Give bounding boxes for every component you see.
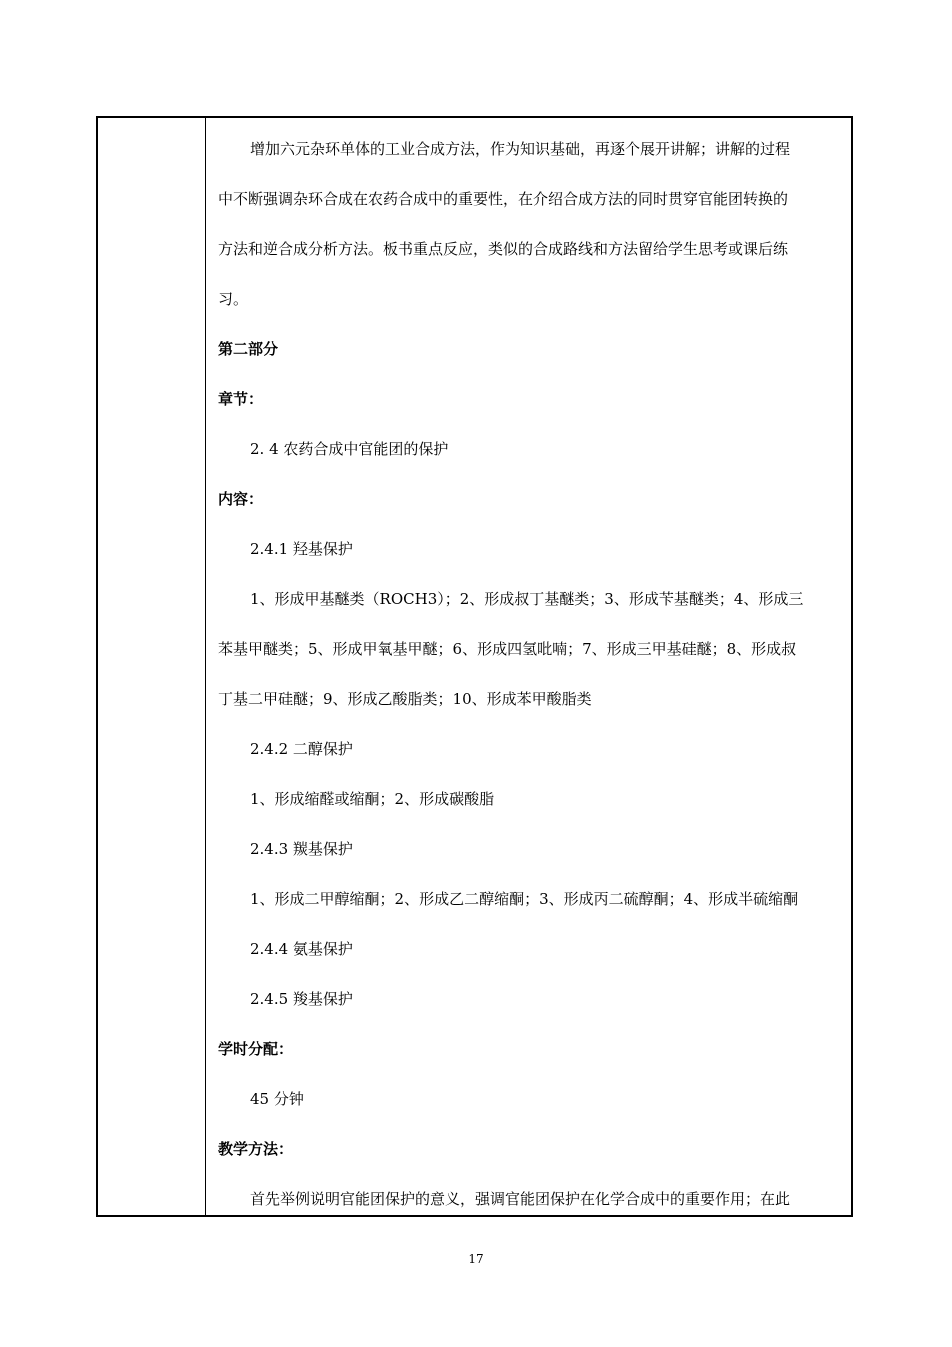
table-left-column [98, 118, 206, 1215]
chapter-title: 2. 4 农药合成中官能团的保护 [250, 440, 449, 458]
intro-line-3: 方法和逆合成分析方法。板书重点反应，类似的合成路线和方法留给学生思考或课后练 [218, 240, 789, 258]
time-allocation-value: 45 分钟 [250, 1090, 304, 1108]
section-2-4-1-line-1: 1、形成甲基醚类（ROCH3）；2、形成叔丁基醚类；3、形成苄基醚类；4、形成三 [250, 590, 804, 608]
intro-line-4: 习。 [218, 290, 249, 308]
time-allocation-label: 学时分配： [218, 1040, 294, 1058]
teaching-method-label: 教学方法： [218, 1140, 294, 1158]
section-2-4-1-title: 2.4.1 羟基保护 [250, 540, 353, 558]
section-2-4-3-text: 1、形成二甲醇缩酮；2、形成乙二醇缩酮；3、形成丙二硫醇酮；4、形成半硫缩酮 [250, 890, 799, 908]
intro-line-2: 中不断强调杂环合成在农药合成中的重要性，在介绍合成方法的同时贯穿官能团转换的 [218, 190, 789, 208]
content-table [96, 116, 853, 1217]
section-2-4-2-title: 2.4.2 二醇保护 [250, 740, 353, 758]
section-2-4-1-line-2: 苯基甲醚类；5、形成甲氧基甲醚；6、形成四氢吡喃；7、形成三甲基硅醚；8、形成叔 [218, 640, 797, 658]
teaching-method-text: 首先举例说明官能团保护的意义，强调官能团保护在化学合成中的重要作用；在此 [250, 1190, 791, 1208]
content-label: 内容： [218, 490, 264, 508]
chapter-label: 章节： [218, 390, 264, 408]
section-2-4-4-title: 2.4.4 氨基保护 [250, 940, 353, 958]
part-heading: 第二部分 [218, 340, 279, 358]
section-2-4-2-text: 1、形成缩醛或缩酮；2、形成碳酸脂 [250, 790, 495, 808]
section-2-4-3-title: 2.4.3 羰基保护 [250, 840, 353, 858]
table-content-cell [218, 124, 852, 1224]
page-number: 17 [468, 1252, 484, 1266]
section-2-4-5-title: 2.4.5 羧基保护 [250, 990, 353, 1008]
intro-line-1: 增加六元杂环单体的工业合成方法，作为知识基础，再逐个展开讲解；讲解的过程 [250, 140, 791, 158]
section-2-4-1-line-3: 丁基二甲硅醚；9、形成乙酸脂类；10、形成苯甲酸脂类 [218, 690, 592, 708]
